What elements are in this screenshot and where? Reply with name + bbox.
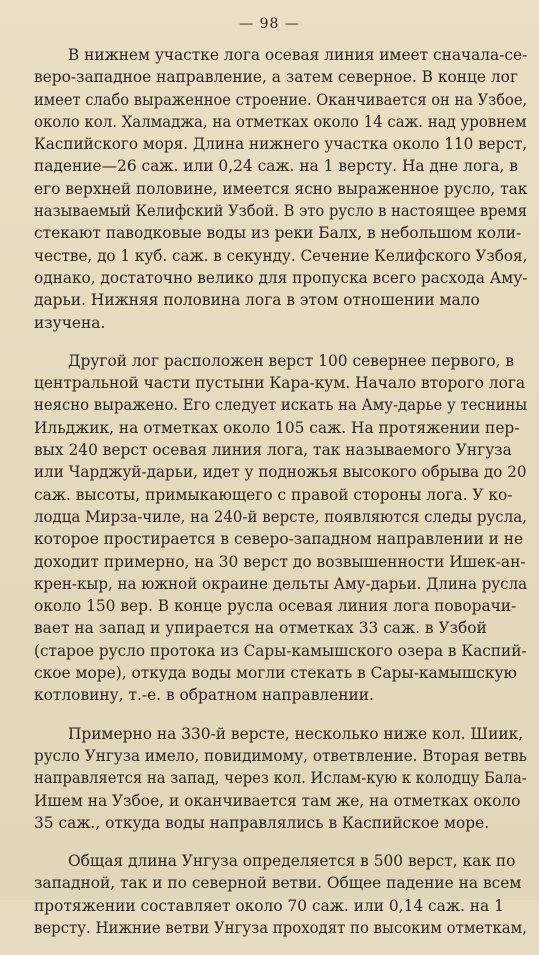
text-line: Каспийского моря. Длина нижнего участка около 110 верст, bbox=[34, 135, 528, 154]
text-line: около 150 вер. В конце русла осевая линия лога поворачи- bbox=[34, 597, 517, 616]
paragraph bbox=[34, 723, 527, 834]
text-line: 35 саж., откуда воды направлялись в Каспийское море. bbox=[34, 813, 490, 832]
text-line: саж. высоты, примыкающего с правой стороны лога. У ко- bbox=[34, 485, 513, 504]
text-line: изучена. bbox=[34, 313, 106, 332]
text-line: лодца Мирза-чиле, на 240-й версте, появляются следы русла, bbox=[34, 507, 527, 526]
text-line: вает на запад и упирается на отметках 33 саж. в Узбой bbox=[34, 619, 487, 638]
paragraph bbox=[34, 850, 527, 939]
text-line: стекают паводковые воды из реки Балх, в небольшом коли- bbox=[34, 224, 522, 243]
text-line: В нижнем участке лога осевая линия имеет сначала-се- bbox=[67, 46, 528, 64]
text-line: или Чарджуй-дарьи, идет у подножья высокого обрыва до 20 bbox=[34, 463, 527, 482]
paragraph bbox=[34, 44, 527, 334]
text-line: Ишем на Узбое, и оканчивается там же, на отметках около bbox=[34, 791, 521, 810]
text-line: Ильджик, на отметках около 105 саж. На протяжении пер- bbox=[34, 418, 520, 437]
text-line: Примерно на 330-й версте, несколько ниже кол. Шиик, bbox=[68, 724, 524, 743]
text-body bbox=[34, 44, 527, 955]
text-line: его верхней половине, имеется ясно выраженное русло, так bbox=[34, 179, 528, 198]
page-number: — 98 — bbox=[239, 16, 300, 32]
text-line: протяжении составляет около 70 саж. или 0,14 саж. на 1 bbox=[34, 896, 504, 915]
text-line: (старое русло протока из Сары-камышского озера в Каспий- bbox=[34, 641, 527, 660]
text-line: около кол. Халмаджа, на отметках около 14 саж. над уровнем bbox=[34, 112, 527, 131]
text-line: неясно выраженo. Его следует искать на Аму-дарье у теснины bbox=[34, 396, 528, 415]
text-line: крен-кыр, на южной окраине дельты Аму-дарьи. Длина русла bbox=[34, 574, 528, 593]
text-line: честве, до 1 куб. саж. в секунду. Сечение Келифского Узбоя, bbox=[34, 246, 528, 265]
text-line: котловину, т.-е. в обратном направлении. bbox=[34, 686, 374, 705]
text-line: имеет слабо выраженное строение. Оканчивается он на Узбое, bbox=[34, 90, 528, 109]
text-line: которое простирается в северо-западном направлении и не bbox=[34, 530, 524, 549]
paragraph bbox=[34, 350, 527, 707]
text-line: однако, достаточно велико для пропуска всего расхода Аму- bbox=[34, 268, 528, 287]
text-line: падение—26 саж. или 0,24 саж. на 1 версту. На дне лога, в bbox=[34, 157, 518, 176]
text-line: центральной части пустыни Кара-кум. Начало второго лога bbox=[34, 374, 526, 393]
text-line: доходит примерно, на 30 верст до возвышенности Ишек-ан- bbox=[34, 552, 526, 571]
text-line: версту. Нижние ветви Унгуза проходят по высоким отметкам, bbox=[34, 918, 527, 937]
text-line: западной, так и по северной ветви. Общее падение на всем bbox=[34, 874, 522, 893]
text-line: Другой лог расположен верст 100 севернее первого, в bbox=[68, 351, 515, 370]
text-line: направляется на запад, через кол. Ислам-кую к колодцу Бала- bbox=[34, 769, 527, 788]
text-line: дарьи. Нижняя половина лога в этом отношении мало bbox=[34, 291, 480, 310]
text-line: вых 240 верст осевая линия лога, так называемого Унгуза bbox=[34, 441, 512, 460]
text-line: Общая длина Унгуза определяется в 500 верст, как по bbox=[68, 852, 516, 871]
text-line: русло Унгуза имело, повидимому, ответвление. Вторая ветвь bbox=[34, 746, 527, 765]
text-line: называемый Келифский Узбой. В это русло в настоящее время bbox=[34, 202, 528, 221]
text-line: веро-западное направление, а затем северное. В конце лог bbox=[34, 68, 519, 87]
text-line: ское море), откуда воды могли стекать в Сары-камышскую bbox=[34, 664, 517, 683]
